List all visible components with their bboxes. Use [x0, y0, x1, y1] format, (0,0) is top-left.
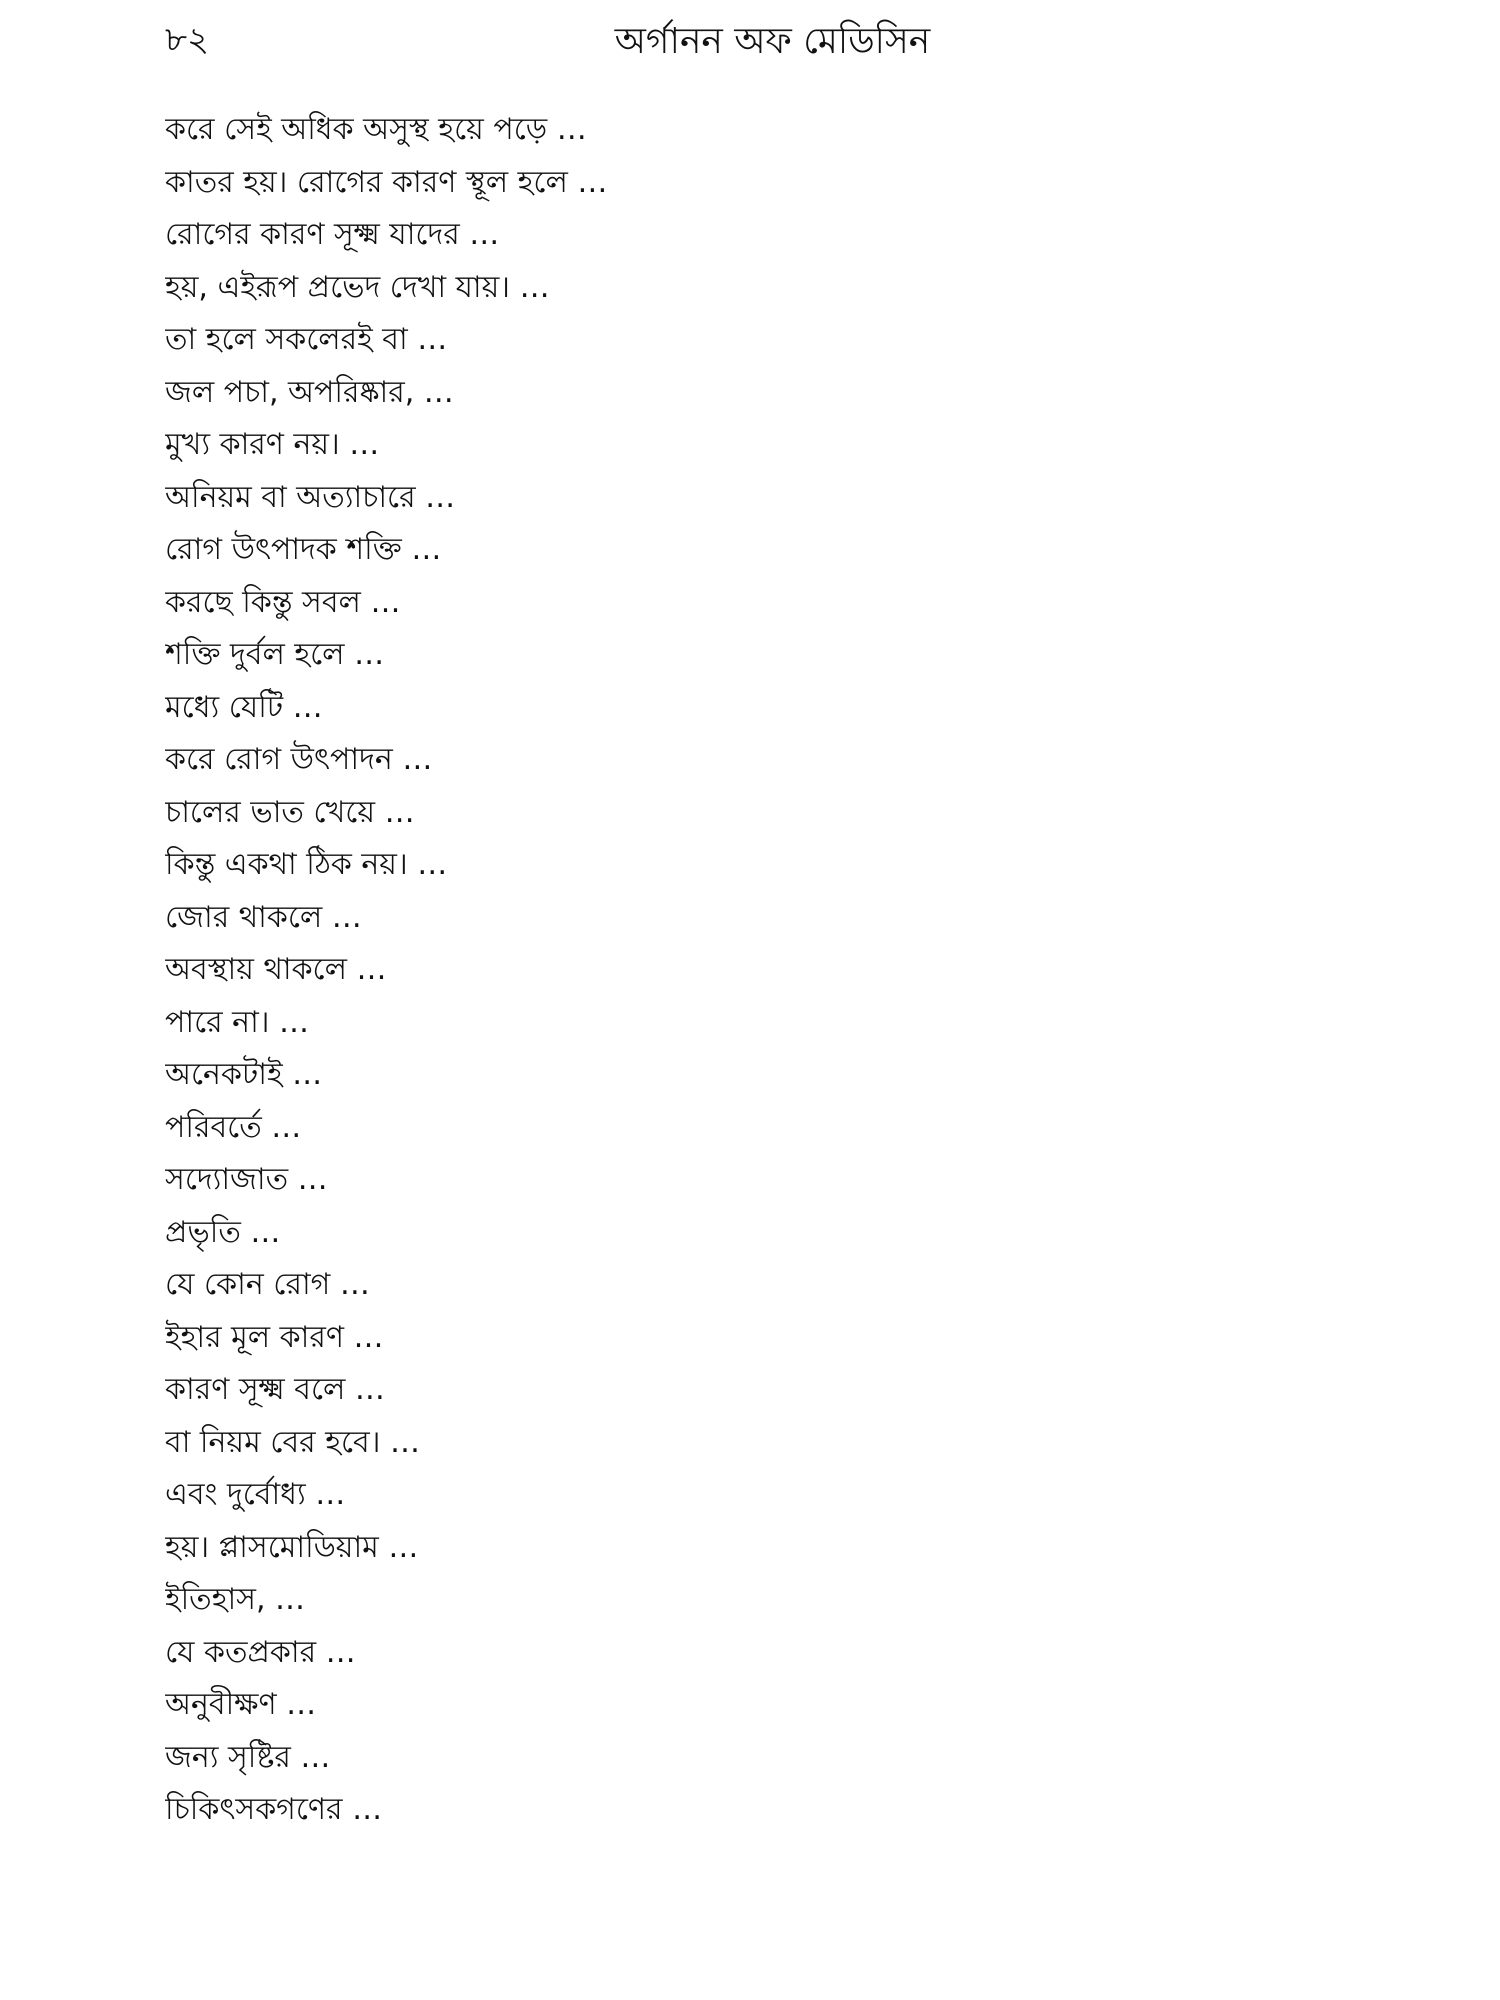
text-line: ইহার মূল কারণ … — [165, 1319, 384, 1355]
text-line: বা নিয়ম বের হবে। … — [165, 1424, 420, 1460]
body-text — [165, 104, 1380, 1837]
text-line: এবং দুর্বোধ্য … — [165, 1477, 346, 1512]
page-header — [165, 14, 1380, 84]
text-line: প্রভৃতি … — [165, 1214, 281, 1250]
text-line: হয়, এইরূপ প্রভেদ দেখা যায়। … — [165, 269, 550, 305]
text-line: অনেকটাই … — [165, 1057, 323, 1092]
text-line: কারণ সূক্ষ্ম বলে … — [165, 1372, 385, 1407]
text-line: করছে কিন্তু সবল … — [165, 584, 401, 620]
text-line: জন্য সৃষ্টির … — [165, 1739, 331, 1775]
text-line: যে কোন রোগ … — [165, 1267, 370, 1302]
text-line: যে কতপ্রকার … — [165, 1634, 356, 1670]
text-line: মুখ্য কারণ নয়। … — [165, 427, 380, 462]
text-line: রোগের কারণ সূক্ষ্ম যাদের … — [165, 217, 500, 252]
text-line: অবস্থায় থাকলে … — [165, 952, 387, 987]
text-line: ইতিহাস, … — [165, 1582, 306, 1617]
text-line: মধ্যে যেটি … — [165, 689, 323, 725]
text-line: হয়। প্লাসমোডিয়াম … — [165, 1529, 419, 1565]
text-line: চিকিৎসকগণের … — [165, 1792, 383, 1827]
text-line: তা হলে সকলেরই বা … — [165, 322, 448, 357]
text-line: চালের ভাত খেয়ে … — [165, 794, 415, 830]
page-number: ৮২ — [165, 20, 210, 60]
text-line: রোগ উৎপাদক শক্তি … — [165, 532, 442, 567]
text-line: শক্তি দুর্বল হলে … — [165, 637, 385, 672]
text-line: সদ্যোজাত … — [165, 1162, 328, 1197]
text-line: জল পচা, অপরিষ্কার, … — [165, 374, 454, 410]
text-line: পারে না। … — [165, 1004, 310, 1040]
text-line: কাতর হয়। রোগের কারণ স্থূল হলে … — [165, 164, 608, 200]
text-line: করে রোগ উৎপাদন … — [165, 742, 433, 777]
text-line: অনিয়ম বা অত্যাচারে … — [165, 479, 456, 515]
text-line: পরিবর্তে … — [165, 1109, 302, 1145]
text-line: করে সেই অধিক অসুস্থ হয়ে পড়ে … — [165, 112, 587, 147]
text-line: কিন্তু একথা ঠিক নয়। … — [165, 847, 448, 882]
text-line: অনুবীক্ষণ … — [165, 1687, 317, 1722]
text-line: জোর থাকলে … — [165, 899, 362, 935]
running-title: অর্গানন অফ মেডিসিন — [614, 21, 931, 62]
